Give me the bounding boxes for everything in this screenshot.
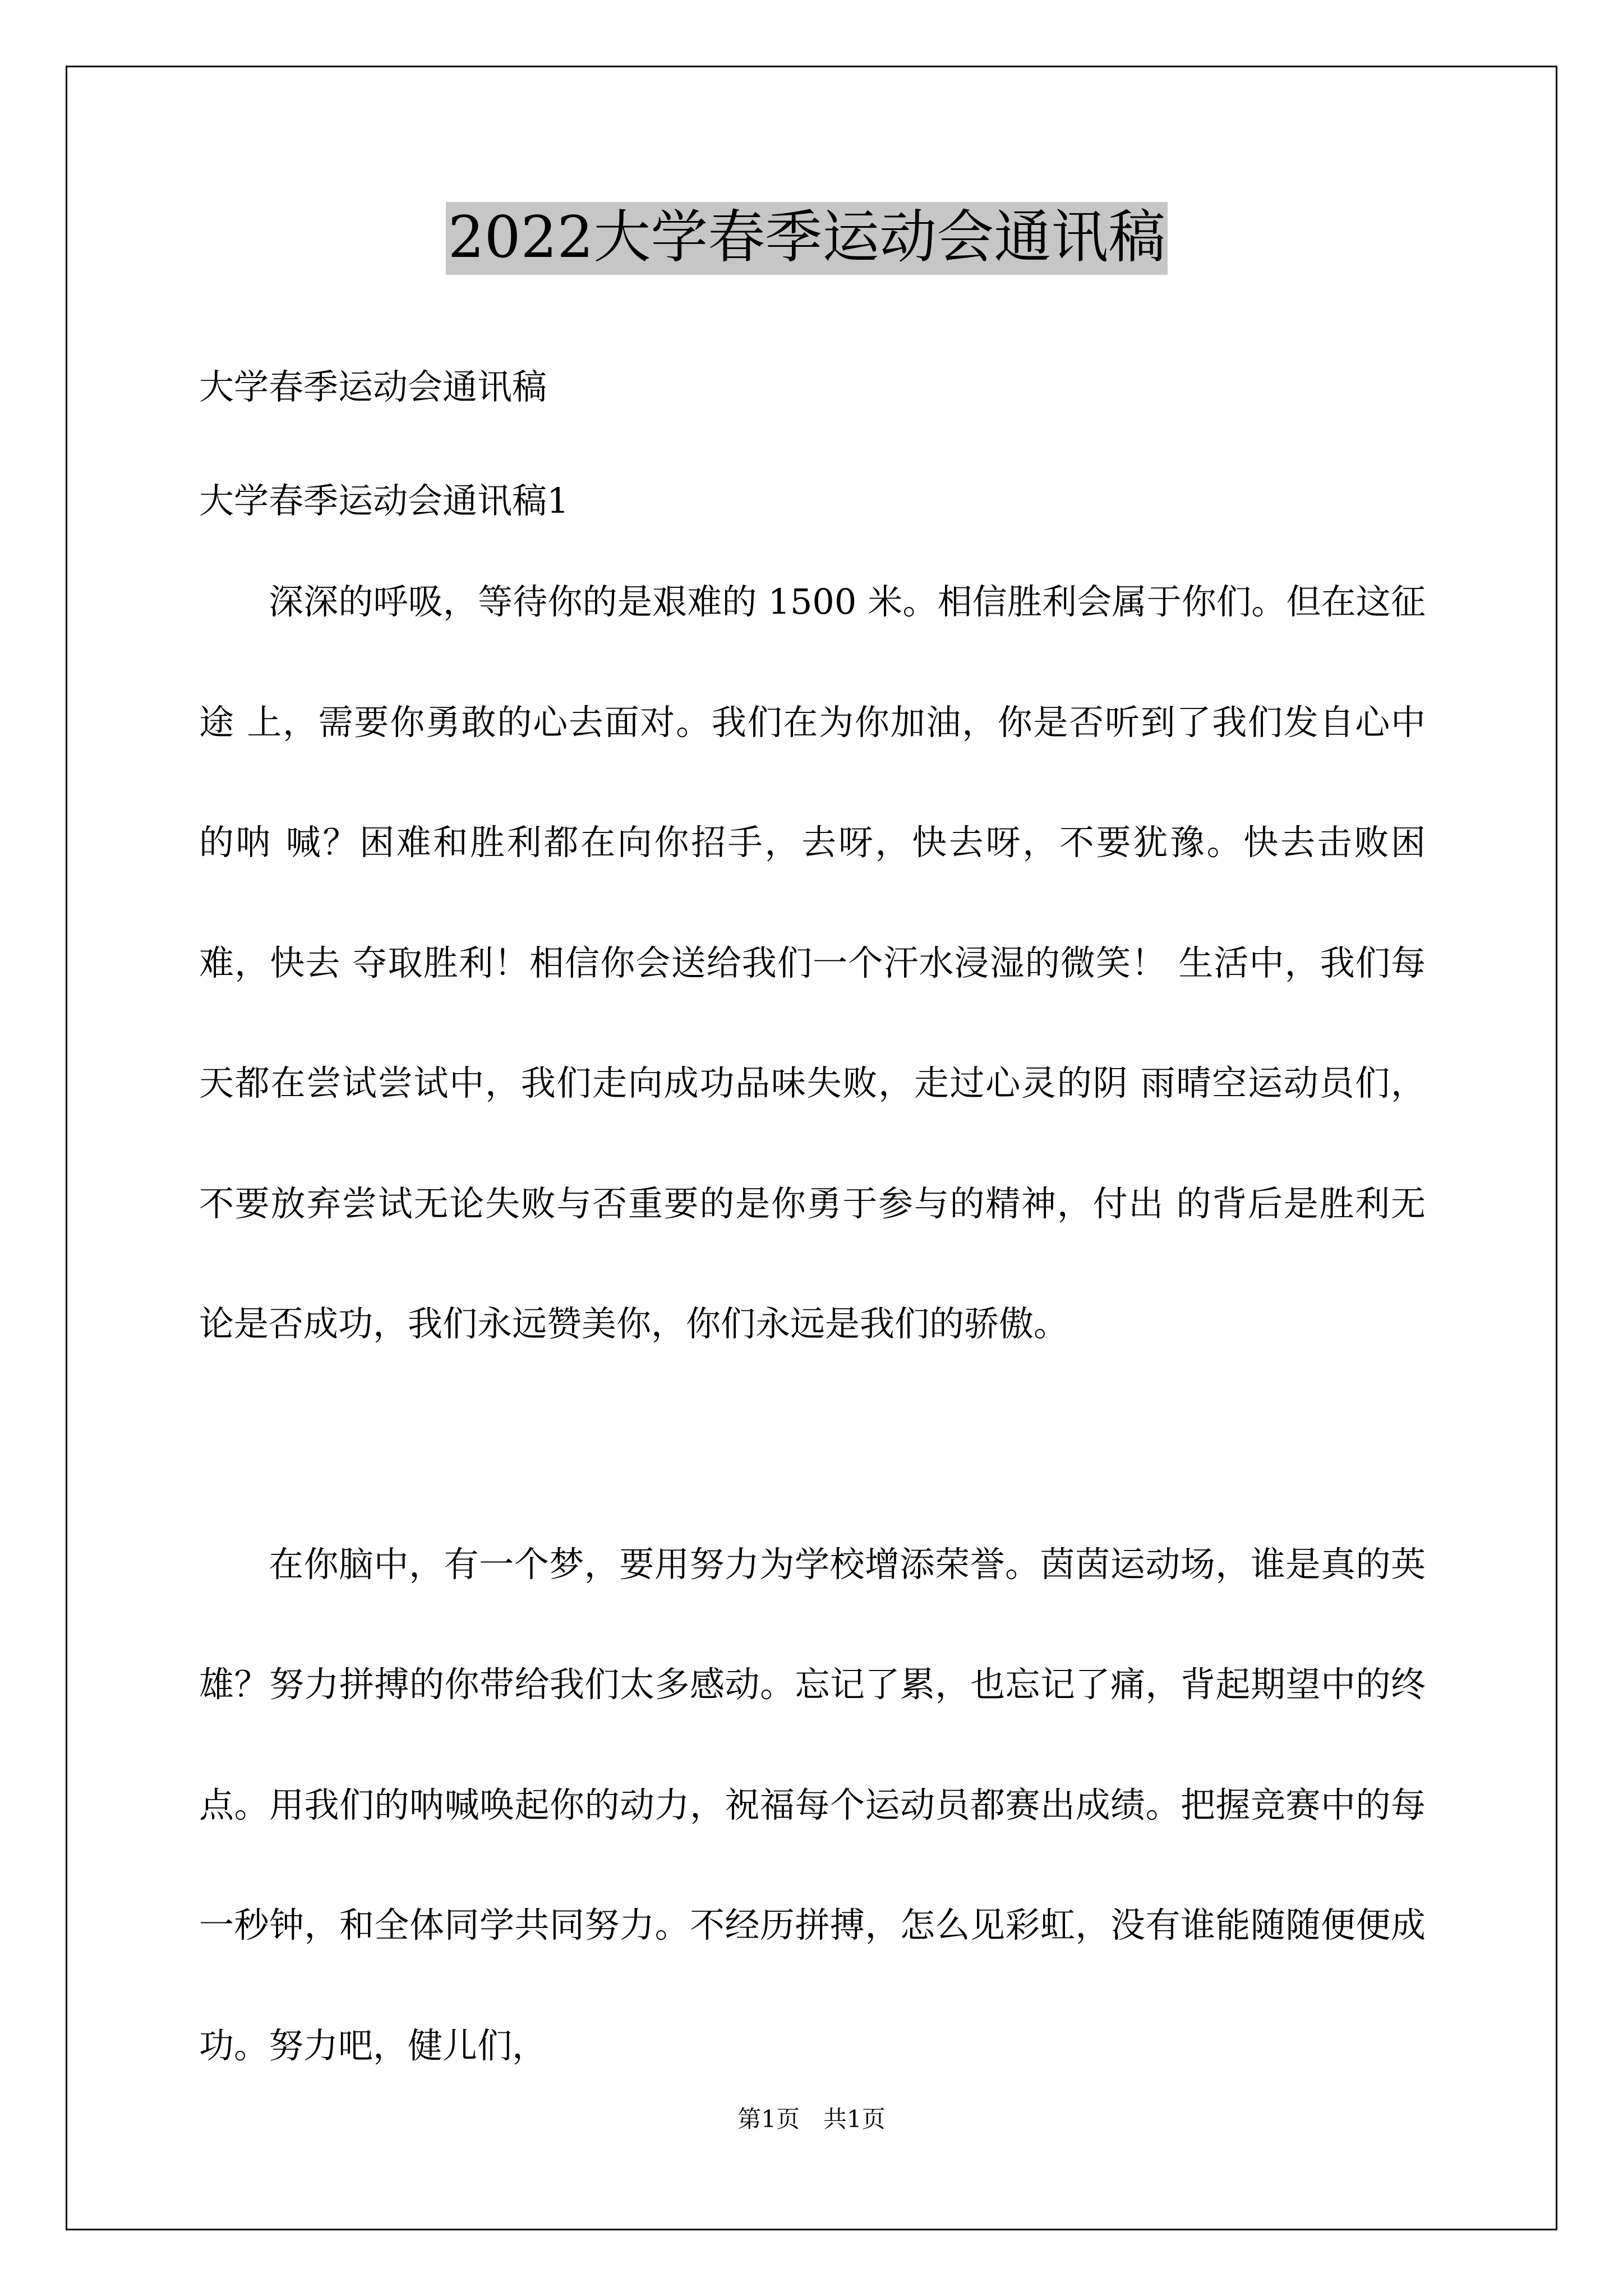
document-subtitle: 大学春季运动会通讯稿 [199,366,547,407]
document-title: 2022大学春季运动会通讯稿 [446,202,1168,275]
paragraph-2: 在你脑中，有一个梦，要用努力为学校增添荣誉。茵茵运动场，谁是真的英 雄？努力拼搏的你带给我们太多感动。忘记了累，也忘记了痛，背起期望中的终 点。用我们的呐喊唤起你的动力，祝福每个运动员都赛出成绩。把握竞赛中的每 一秒钟，和全体同学共同努力。不经历拼搏，怎么见彩虹，没有谁能随随便便成 功。努力吧，健儿们， [199,1543,1426,2066]
title-wrapper [188,202,1426,275]
page-number-footer: 第1页 共1页 [737,2105,886,2133]
section-title: 大学春季运动会通讯稿1 [199,480,569,521]
paragraph-1: 深深的呼吸，等待你的是艰难的 1500 米。相信胜利会属于你们。但在这征途 上，需要你勇敢的心去面对。我们在为你加油，你是否听到了我们发自心中的呐 喊？困难和胜利都在向你招手，去呀，快去呀，不要犹豫。快去击败困难，快去 夺取胜利！相信你会送给我们一个汗水浸湿的微笑！ 生活中，我们每天都在尝试尝试中，我们走向成功品味失败，走过心灵的阴 雨晴空运动员们，不要放弃尝试无论失败与否重要的是你勇于参与的精神，付出 的背后是胜利无论是否成功，我们永远赞美你，你们永远是我们的骄傲。 [199,581,1426,1344]
document-body [199,202,1426,2106]
